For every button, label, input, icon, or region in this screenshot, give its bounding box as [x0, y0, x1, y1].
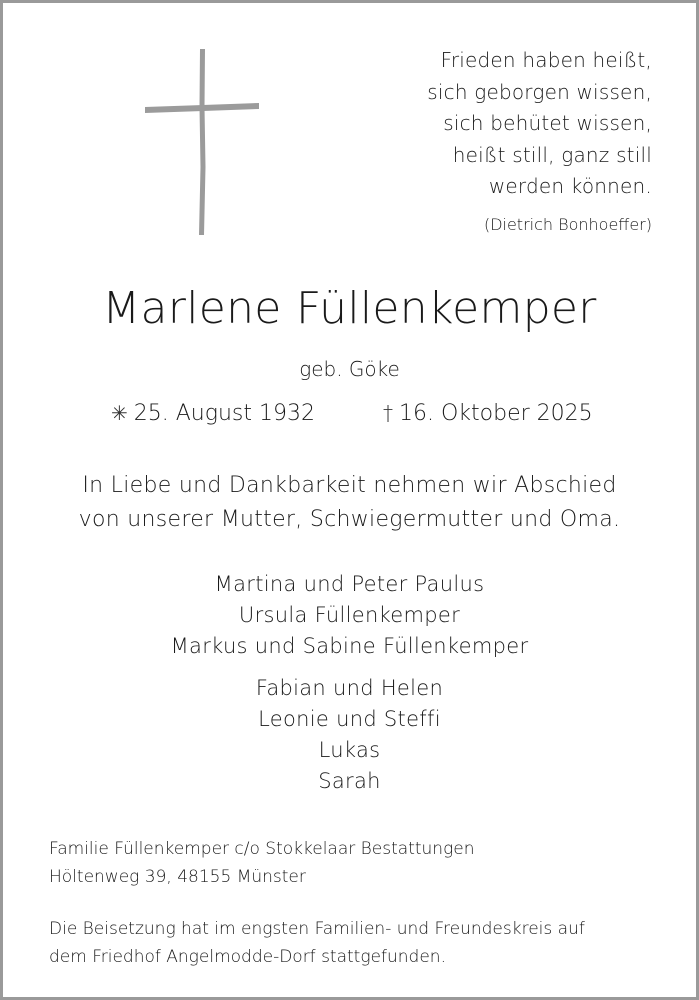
mourner-name: Lukas — [318, 738, 381, 762]
mourner-name: Fabian und Helen — [255, 676, 444, 700]
mourner-name: Markus und Sabine Füllenkemper — [170, 634, 529, 658]
quote-line: sich behütet wissen, — [443, 111, 652, 135]
quote-line: werden können. — [488, 174, 652, 198]
mourner-name: Martina und Peter Paulus — [214, 572, 485, 596]
cross-icon — [143, 47, 261, 237]
farewell-line: In Liebe und Dankbarkeit nehmen wir Abschied — [82, 473, 617, 498]
note-line: Die Beisetzung hat im engsten Familien- und Freundeskreis auf — [49, 919, 585, 939]
note-line: dem Friedhof Angelmodde-Dorf stattgefunden. — [49, 947, 446, 967]
maiden-name: geb. Göke — [299, 357, 400, 381]
grandchildren-list — [3, 673, 696, 797]
asterisk-icon: ✳ — [111, 401, 128, 425]
address-line: Höltenweg 39, 48155 Münster — [49, 867, 306, 887]
farewell-line: von unserer Mutter, Schwiegermutter und Oma. — [78, 507, 621, 532]
birth-date: 25. August 1932 — [133, 401, 315, 426]
dagger-icon: † — [383, 401, 393, 425]
address-line: Familie Füllenkemper c/o Stokkelaar Bestattungen — [49, 839, 475, 859]
death-date: 16. Oktober 2025 — [399, 401, 593, 426]
quote-line: Frieden haben heißt, — [440, 48, 652, 72]
birth-date-line — [111, 401, 315, 426]
deceased-name: Marlene Füllenkemper — [102, 283, 597, 334]
contact-address — [49, 835, 669, 891]
burial-note — [49, 915, 669, 971]
mourner-name: Sarah — [318, 769, 381, 793]
quote-line: sich geborgen wissen, — [427, 79, 652, 104]
quote-source: (Dietrich Bonhoeffer) — [483, 215, 652, 234]
children-list — [3, 569, 696, 662]
farewell-text — [3, 469, 696, 537]
quote-line: heißt still, ganz still — [452, 142, 652, 167]
quote — [332, 45, 652, 203]
mourner-name: Leonie und Steffi — [258, 707, 441, 731]
mourner-name: Ursula Füllenkemper — [238, 603, 461, 627]
death-date-line — [383, 401, 593, 426]
